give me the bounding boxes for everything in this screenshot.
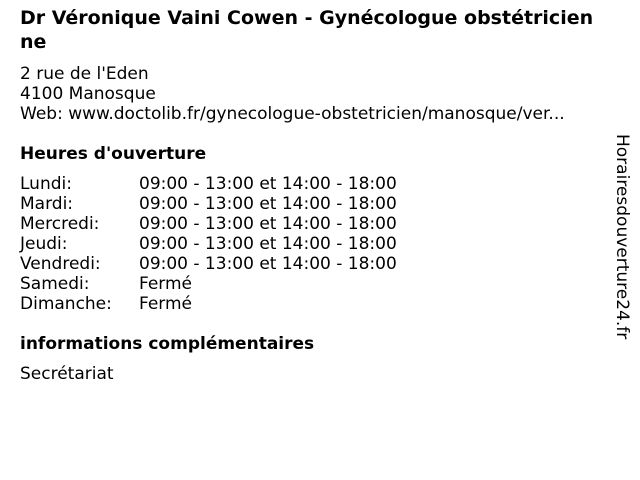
day-label: Dimanche: [20,294,112,314]
opening-hours-heading: Heures d'ouverture [20,144,207,164]
day-hours: Fermé [139,294,193,314]
address-city: 4100 Manosque [20,84,156,104]
day-hours: 09:00 - 13:00 et 14:00 - 18:00 [139,234,397,254]
day-label: Jeudi: [20,234,68,254]
day-hours: 09:00 - 13:00 et 14:00 - 18:00 [139,174,397,194]
day-label: Vendredi: [20,254,101,274]
day-label: Mercredi: [20,214,100,234]
day-hours: Fermé [139,274,193,294]
additional-info-heading: informations complémentaires [20,334,315,354]
page-title: Dr Véronique Vaini Cowen - Gynécologue obstétricienne [20,7,594,53]
day-hours: 09:00 - 13:00 et 14:00 - 18:00 [139,194,397,214]
watermark [611,134,633,346]
website-line: Web: www.doctolib.fr/gynecologue-obstetricien/manosque/ver... [20,104,565,124]
address-street: 2 rue de l'Eden [20,64,149,84]
day-label: Lundi: [20,174,72,194]
additional-info-text: Secrétariat [20,364,114,384]
address-block [20,64,565,124]
watermark-text: Horairesdouverture24.fr [612,134,632,340]
day-label: Samedi: [20,274,90,294]
day-hours: 09:00 - 13:00 et 14:00 - 18:00 [139,214,397,234]
day-hours: 09:00 - 13:00 et 14:00 - 18:00 [139,254,397,274]
day-label: Mardi: [20,194,74,214]
